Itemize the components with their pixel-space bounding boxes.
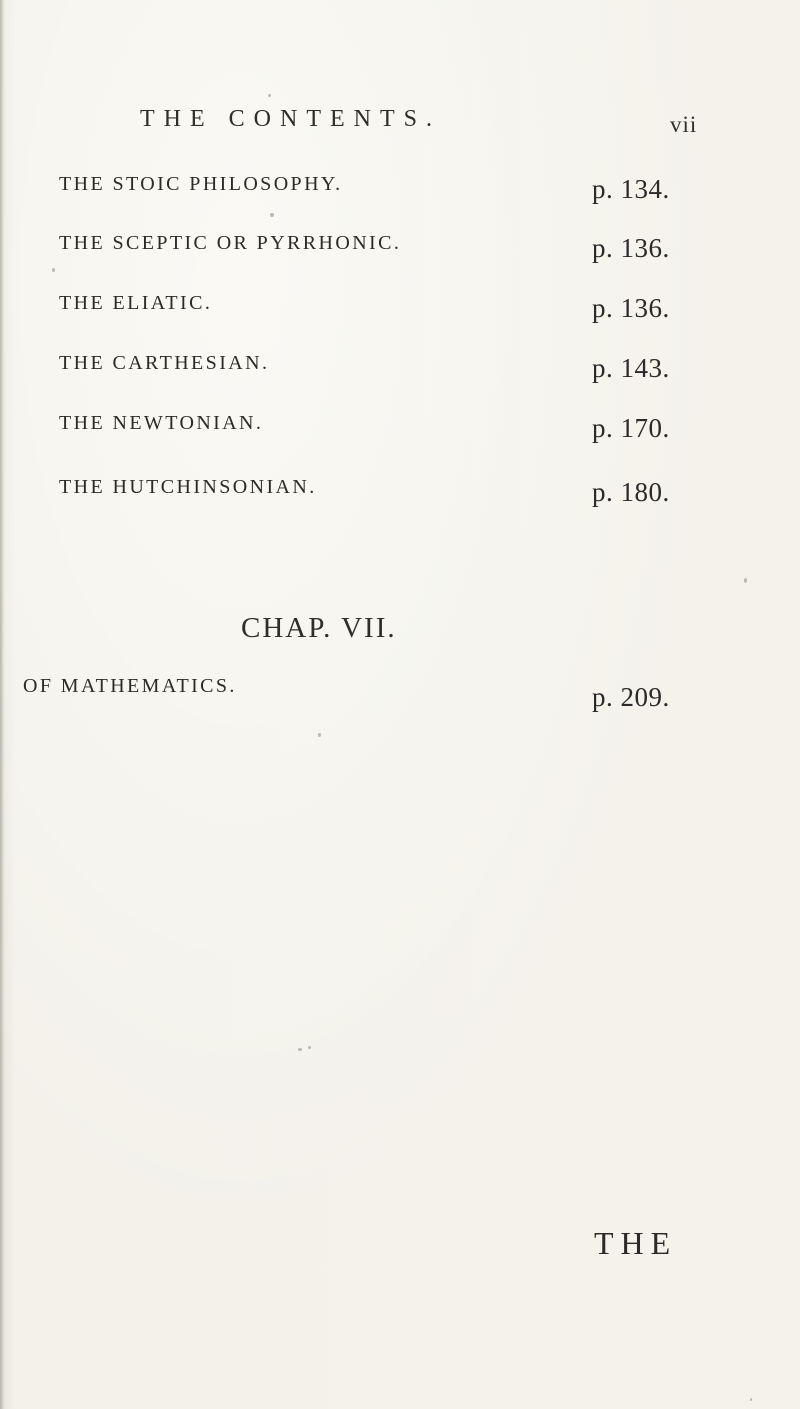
toc-entry-title: THE STOIC PHILOSOPHY. [59, 173, 343, 195]
page-number: vii [670, 112, 698, 137]
chapter-heading: CHAP. VII. [241, 612, 397, 644]
toc-entry [0, 173, 800, 213]
toc-entry-title: THE SCEPTIC OR PYRRHONIC. [59, 232, 402, 254]
toc-entry [0, 412, 800, 452]
toc-entry-page: p. 180. [592, 477, 670, 507]
paper-speck [744, 578, 747, 583]
paper-speck [750, 1398, 752, 1401]
toc-entry-page: p. 143. [592, 353, 670, 383]
running-head: THE CONTENTS. [140, 106, 441, 132]
toc-entry [0, 232, 800, 272]
toc-entry [0, 476, 800, 516]
paper-speck [52, 268, 55, 272]
chapter-title: OF MATHEMATICS. [23, 675, 237, 697]
toc-entry-title: THE HUTCHINSONIAN. [59, 476, 317, 498]
catchword: THE [594, 1225, 678, 1261]
toc-entry [0, 352, 800, 392]
toc-entry-title: THE NEWTONIAN. [59, 412, 264, 434]
toc-entry [0, 292, 800, 332]
paper-speck [270, 213, 274, 217]
toc-entry-page: p. 136. [592, 233, 670, 263]
chapter-page: p. 209. [592, 682, 670, 712]
toc-entry-page: p. 170. [592, 413, 670, 443]
toc-entry-page: p. 134. [592, 174, 670, 204]
paper-speck [318, 733, 321, 737]
toc-entry-title: THE ELIATIC. [59, 292, 213, 314]
paper-speck [308, 1046, 311, 1049]
paper-speck [268, 94, 271, 97]
toc-entry-page: p. 136. [592, 293, 670, 323]
paper-speck [298, 1048, 302, 1051]
toc-entry-title: THE CARTHESIAN. [59, 352, 270, 374]
